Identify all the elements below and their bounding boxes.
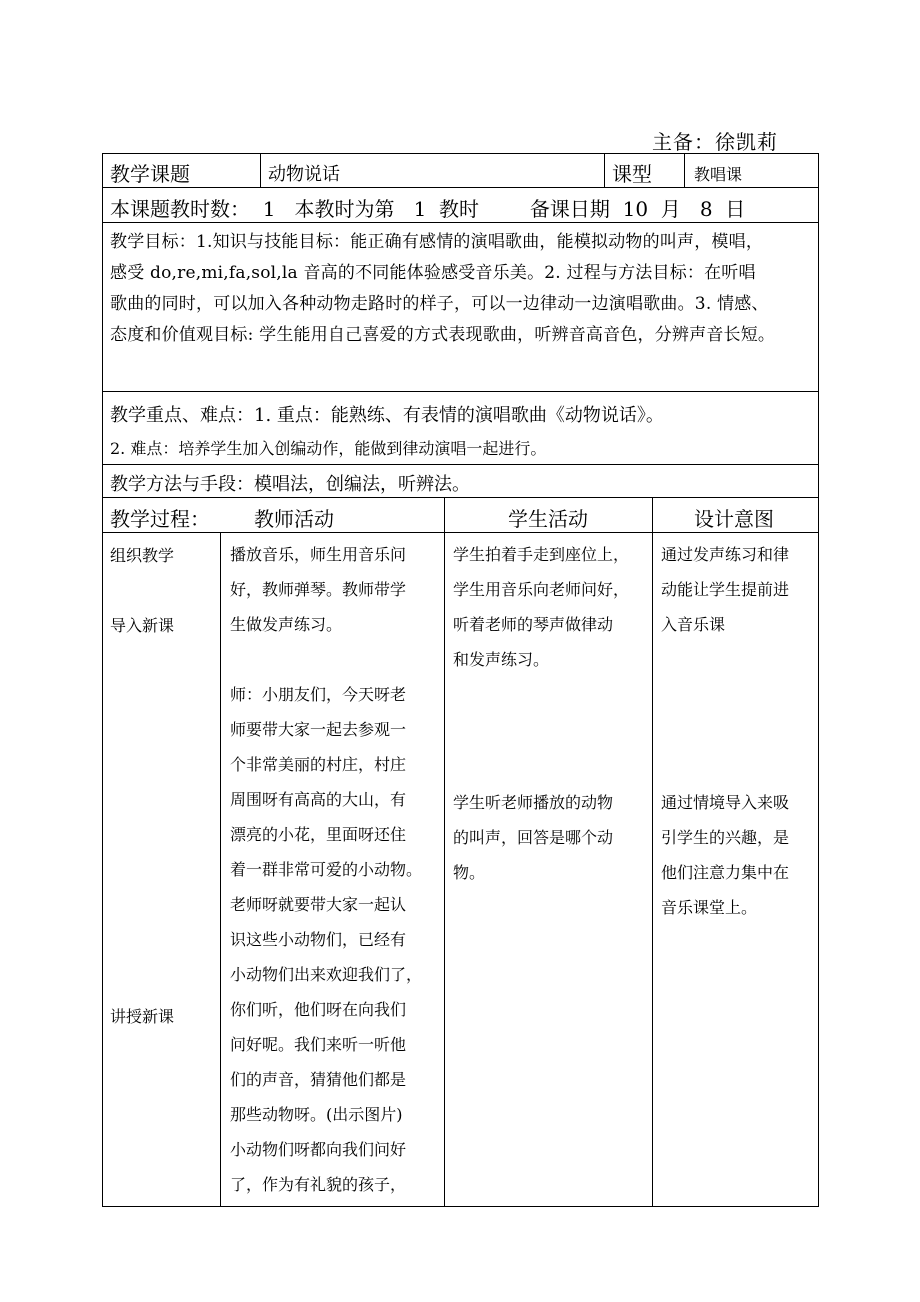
teaching-goals	[110, 227, 775, 351]
text-line: 入音乐课	[661, 615, 726, 634]
process-header-label: 教学过程：	[110, 507, 210, 531]
teacher-activity-story	[230, 677, 422, 1202]
stage-new-lesson: 讲授新课	[110, 1007, 175, 1026]
text-line: 小动物们出来欢迎我们了，	[230, 965, 423, 984]
text-line: 引学生的兴趣，是	[661, 828, 790, 847]
design-intent-header: 设计意图	[694, 507, 774, 531]
goal-line: 教学目标：1.知识与技能目标：能正确有感情的演唱歌曲，能模拟动物的叫声，模唱，	[110, 232, 764, 252]
stage-intro: 导入新课	[110, 616, 175, 635]
text-line: 学生听老师播放的动物	[453, 793, 614, 812]
text-line: 播放音乐，师生用音乐问	[230, 545, 407, 564]
type-value: 教唱课	[694, 165, 743, 184]
text-line: 学生用音乐向老师问好，	[453, 580, 630, 599]
teaching-methods: 教学方法与手段：模唱法，创编法，听辨法。	[110, 474, 470, 495]
key-points-line2: 2. 难点：培养学生加入创编动作，能做到律动演唱一起进行。	[110, 439, 547, 458]
text-line: 学生拍着手走到座位上，	[453, 545, 630, 564]
text-line: 那些动物呀。(出示图片)	[230, 1105, 403, 1124]
text-line: 物。	[453, 863, 486, 882]
topic-value: 动物说话	[268, 164, 340, 185]
text-line: 通过发声练习和律	[661, 545, 790, 564]
student-activity-header: 学生活动	[508, 507, 588, 531]
text-line: 个非常美丽的村庄，村庄	[230, 755, 407, 774]
text-line: 了，作为有礼貌的孩子，	[230, 1175, 407, 1194]
text-line: 他们注意力集中在	[661, 863, 790, 882]
text-line: 音乐课堂上。	[661, 898, 758, 917]
goal-line: 感受 do,re,mi,fa,sol,la 音高的不同能体验感受音乐美。2. 过程与方法目标：在听唱	[110, 263, 756, 283]
author-label: 主备：徐凯莉	[652, 130, 778, 154]
teacher-activity-header: 教师活动	[254, 507, 334, 531]
text-line: 们的声音，猜猜他们都是	[230, 1070, 407, 1089]
teacher-activity-warmup	[230, 537, 406, 642]
text-line: 周围呀有高高的大山，有	[230, 790, 407, 809]
text-line: 的叫声，回答是哪个动	[453, 828, 614, 847]
key-points-line1: 教学重点、难点：1. 重点：能熟练、有表情的演唱歌曲《动物说话》。	[110, 405, 664, 426]
design-intent-story	[661, 785, 789, 925]
topic-label: 教学课题	[110, 162, 190, 186]
text-line: 着一群非常可爱的小动物。	[230, 860, 423, 879]
text-line: 师要带大家一起去参观一	[230, 720, 407, 739]
student-activity-warmup	[453, 537, 629, 677]
text-line: 动能让学生提前进	[661, 580, 790, 599]
text-line: 师：小朋友们，今天呀老	[230, 685, 407, 704]
text-line: 老师呀就要带大家一起认	[230, 895, 407, 914]
stage-organize: 组织教学	[110, 546, 175, 565]
text-line: 你们听，他们呀在向我们	[230, 1000, 407, 1019]
goal-line: 态度和价值观目标: 学生能用自己喜爱的方式表现歌曲，听辨音高音色，分辨声音长短。	[110, 325, 776, 345]
text-line: 漂亮的小花，里面呀还住	[230, 825, 407, 844]
text-line: 听着老师的琴声做律动	[453, 615, 614, 634]
hours-line: 本课题教时数： 1 本教时为第 1 教时 备课日期 10 月 8 日	[110, 197, 746, 221]
text-line: 小动物们呀都向我们问好	[230, 1140, 407, 1159]
type-label: 课型	[612, 162, 652, 186]
text-line: 生做发声练习。	[230, 615, 343, 634]
text-line: 和发声练习。	[453, 650, 550, 669]
student-activity-listen	[453, 785, 613, 890]
text-line: 问好呢。我们来听一听他	[230, 1035, 407, 1054]
text-line: 识这些小动物们，已经有	[230, 930, 407, 949]
text-line: 好，教师弹琴。教师带学	[230, 580, 407, 599]
design-intent-warmup	[661, 537, 789, 642]
text-line: 通过情境导入来吸	[661, 793, 790, 812]
goal-line: 歌曲的同时，可以加入各种动物走路时的样子，可以一边律动一边演唱歌曲。3. 情感、	[110, 294, 769, 314]
